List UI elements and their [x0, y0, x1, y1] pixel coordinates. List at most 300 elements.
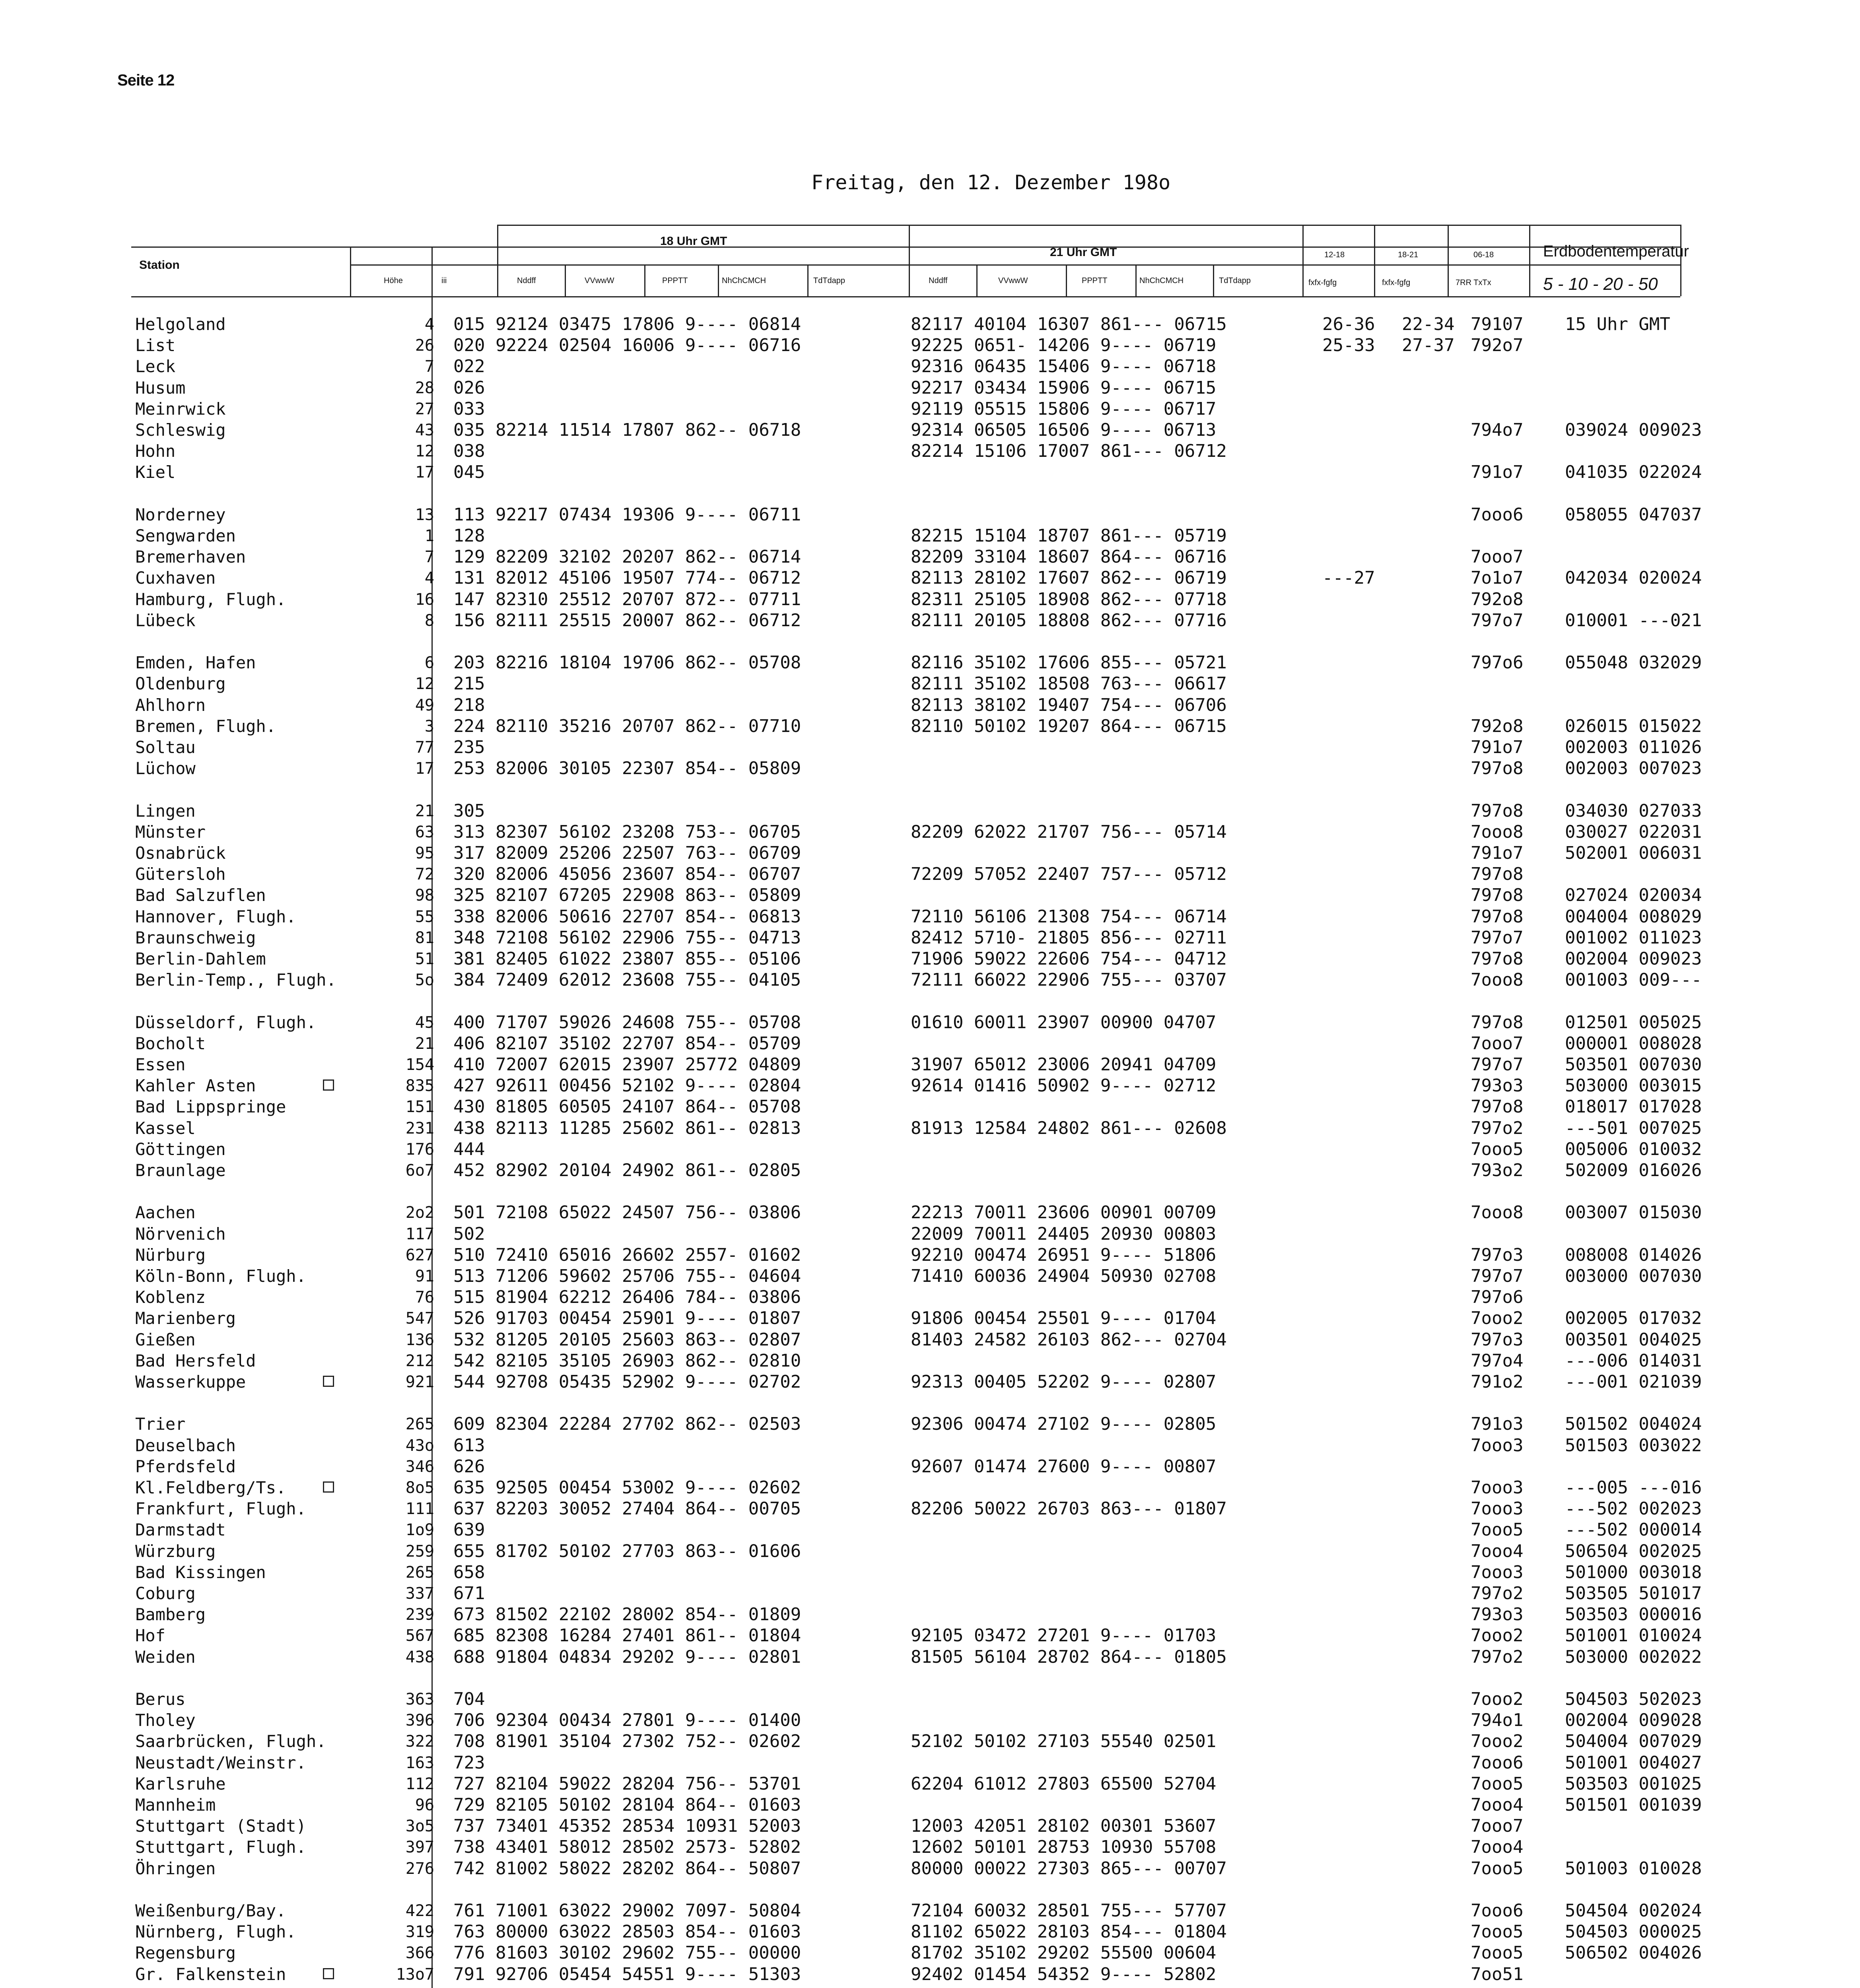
- soil-temperature: 002004 009028: [1565, 1710, 1702, 1730]
- table-row: [0, 1054, 1860, 1075]
- obs-18-uhr: 113 92217 07434 19306 9---- 06711: [453, 505, 801, 525]
- soil-temperature: ---502 002023: [1565, 1499, 1702, 1519]
- station-elevation: 8o5: [405, 1479, 434, 1497]
- station-elevation: 91: [415, 1267, 434, 1285]
- header-18-col-4: NhChCMCH: [722, 276, 766, 285]
- extremes-06-18: 7ooo5: [1471, 1774, 1524, 1794]
- extremes-06-18: 7ooo8: [1471, 970, 1524, 990]
- extremes-06-18: 7ooo4: [1471, 1541, 1524, 1561]
- obs-18-uhr: 406 82107 35102 22707 854-- 05709: [453, 1033, 801, 1054]
- station-name: Nörvenich: [135, 1224, 226, 1244]
- extremes-06-18: 791o3: [1471, 1414, 1524, 1434]
- obs-21-uhr: 92607 01474 27600 9---- 00807: [911, 1456, 1217, 1477]
- extremes-06-18: 7ooo5: [1471, 1139, 1524, 1159]
- soil-temperature: 501502 004024: [1565, 1414, 1702, 1434]
- obs-21-uhr: 31907 65012 23006 20941 04709: [911, 1054, 1217, 1075]
- table-row: [0, 1583, 1860, 1604]
- extremes-06-18: 7ooo2: [1471, 1625, 1524, 1646]
- station-elevation: 154: [405, 1056, 434, 1074]
- soil-temperature: 002003 011026: [1565, 737, 1702, 757]
- obs-18-uhr: 658: [453, 1562, 485, 1582]
- extremes-06-18: 791o7: [1471, 737, 1524, 757]
- station-name: Aachen: [135, 1203, 196, 1222]
- obs-18-uhr: 673 81502 22102 28002 854-- 01809: [453, 1604, 801, 1625]
- obs-18-uhr: 224 82110 35216 20707 862-- 07710: [453, 716, 801, 736]
- obs-21-uhr: 82311 25105 18908 862--- 07718: [911, 589, 1227, 610]
- header-station: Station: [139, 258, 180, 272]
- station-elevation: 77: [415, 738, 434, 757]
- header-sub-06-18: 7RR TxTx: [1456, 278, 1491, 287]
- obs-21-uhr: 72209 57052 22407 757--- 05712: [911, 864, 1227, 884]
- soil-temperature: 002004 009023: [1565, 949, 1702, 969]
- obs-18-uhr: 128: [453, 526, 485, 546]
- soil-temperature: 039024 009023: [1565, 420, 1702, 440]
- obs-18-uhr: 015 92124 03475 17806 9---- 06814: [453, 314, 801, 334]
- extremes-06-18: 7ooo3: [1471, 1477, 1524, 1498]
- station-elevation: 63: [415, 823, 434, 841]
- obs-21-uhr: 92306 00474 27102 9---- 02805: [911, 1414, 1217, 1434]
- station-elevation: 45: [415, 1013, 434, 1032]
- station-elevation: 1o9: [405, 1521, 434, 1539]
- station-elevation: 76: [415, 1288, 434, 1307]
- obs-18-uhr: 035 82214 11514 17807 862-- 06718: [453, 420, 801, 440]
- station-name: Lüchow: [135, 759, 196, 778]
- table-row: [0, 1731, 1860, 1752]
- header-12-18: 12-18: [1324, 250, 1345, 259]
- extremes-06-18: 7ooo6: [1471, 505, 1524, 525]
- soil-temperature: 041035 022024: [1565, 462, 1702, 482]
- extremes-06-18: 79107: [1471, 314, 1524, 334]
- station-elevation: 363: [405, 1690, 434, 1708]
- station-elevation: 17: [415, 759, 434, 778]
- extremes-06-18: 7ooo5: [1471, 1520, 1524, 1540]
- station-elevation: 7: [424, 357, 434, 376]
- station-elevation: 6o7: [405, 1161, 434, 1180]
- station-name: Kiel: [135, 462, 176, 482]
- gust-18-21: 22-34: [1402, 314, 1455, 334]
- station-name: Kassel: [135, 1118, 196, 1138]
- station-name: Tholey: [135, 1710, 196, 1730]
- table-row: [0, 1625, 1860, 1646]
- obs-21-uhr: 92402 01454 54352 9---- 52802: [911, 1964, 1217, 1984]
- table-row: [0, 1287, 1860, 1308]
- table-row: [0, 674, 1860, 694]
- soil-temperature: 501001 004027: [1565, 1753, 1702, 1773]
- obs-18-uhr: 452 82902 20104 24902 861-- 02805: [453, 1160, 801, 1180]
- station-elevation: 921: [405, 1373, 434, 1391]
- extremes-06-18: 792o7: [1471, 335, 1524, 355]
- table-row: [0, 1330, 1860, 1350]
- obs-18-uhr: 542 82105 35105 26903 862-- 02810: [453, 1351, 801, 1371]
- station-name: Bocholt: [135, 1034, 206, 1053]
- extremes-06-18: 7ooo6: [1471, 1901, 1524, 1921]
- header-18-uhr-gmt: 18 Uhr GMT: [660, 235, 727, 248]
- station-name: Soltau: [135, 738, 196, 757]
- station-elevation: 136: [405, 1331, 434, 1349]
- obs-18-uhr: 320 82006 45056 23607 854-- 06707: [453, 864, 801, 884]
- obs-21-uhr: 92313 00405 52202 9---- 02807: [911, 1372, 1217, 1392]
- soil-temperature: 501001 010024: [1565, 1625, 1702, 1646]
- station-name: Cuxhaven: [135, 568, 216, 588]
- station-name: Stuttgart, Flugh.: [135, 1837, 306, 1857]
- station-elevation: 835: [405, 1077, 434, 1095]
- station-name: Pferdsfeld: [135, 1457, 236, 1476]
- soil-temperature: 026015 015022: [1565, 716, 1702, 736]
- table-row: [0, 314, 1860, 335]
- obs-21-uhr: 81403 24582 26103 862--- 02704: [911, 1330, 1227, 1350]
- soil-temperature: 005006 010032: [1565, 1139, 1702, 1159]
- table-row: [0, 1477, 1860, 1498]
- table-row: [0, 1710, 1860, 1731]
- station-elevation: 265: [405, 1415, 434, 1433]
- extremes-06-18: 797o8: [1471, 907, 1524, 927]
- station-elevation: 27: [415, 400, 434, 418]
- station-elevation: 396: [405, 1711, 434, 1730]
- station-elevation: 43o: [405, 1437, 434, 1455]
- station-elevation: 627: [405, 1246, 434, 1264]
- station-name: Stuttgart (Stadt): [135, 1816, 306, 1836]
- station-name: Karlsruhe: [135, 1774, 226, 1794]
- extremes-06-18: 794o1: [1471, 1710, 1524, 1730]
- table-row: [0, 1351, 1860, 1371]
- station-name: Saarbrücken, Flugh.: [135, 1732, 327, 1751]
- station-elevation: 231: [405, 1119, 434, 1138]
- obs-18-uhr: 215: [453, 674, 485, 694]
- extremes-06-18: 794o7: [1471, 420, 1524, 440]
- station-elevation: 4: [424, 569, 434, 587]
- station-elevation: 322: [405, 1732, 434, 1751]
- extremes-06-18: 7ooo2: [1471, 1689, 1524, 1709]
- station-elevation: 12: [415, 675, 434, 693]
- station-elevation: 12: [415, 442, 434, 460]
- station-elevation: 8: [424, 612, 434, 630]
- obs-18-uhr: 727 82104 59022 28204 756-- 53701: [453, 1774, 801, 1794]
- obs-18-uhr: 033: [453, 399, 485, 419]
- table-row: [0, 399, 1860, 419]
- obs-18-uhr: 131 82012 45106 19507 774-- 06712: [453, 568, 801, 588]
- header-21-uhr-gmt: 21 Uhr GMT: [1050, 246, 1117, 259]
- extremes-06-18: 7ooo5: [1471, 1922, 1524, 1942]
- station-name: Bad Salzuflen: [135, 885, 266, 905]
- soil-temperature: 003000 007030: [1565, 1266, 1702, 1286]
- station-name: Emden, Hafen: [135, 653, 256, 672]
- obs-18-uhr: 685 82308 16284 27401 861-- 01804: [453, 1625, 801, 1646]
- extremes-06-18: 7ooo3: [1471, 1435, 1524, 1456]
- soil-temperature: 042034 020024: [1565, 568, 1702, 588]
- station-elevation: 397: [405, 1838, 434, 1856]
- obs-18-uhr: 384 72409 62012 23608 755-- 04105: [453, 970, 801, 990]
- obs-18-uhr: 444: [453, 1139, 485, 1159]
- table-row: [0, 1943, 1860, 1963]
- station-name: Frankfurt, Flugh.: [135, 1499, 306, 1518]
- table-row: [0, 695, 1860, 716]
- table-row: [0, 378, 1860, 398]
- soil-temperature: 012501 005025: [1565, 1012, 1702, 1033]
- obs-18-uhr: 129 82209 32102 20207 862-- 06714: [453, 547, 801, 567]
- soil-temperature: 503000 002022: [1565, 1647, 1702, 1667]
- header-21-col-3: PPPTT: [1082, 276, 1108, 285]
- obs-18-uhr: 502: [453, 1224, 485, 1244]
- obs-21-uhr: 81913 12584 24802 861--- 02608: [911, 1118, 1227, 1138]
- table-row: [0, 1922, 1860, 1942]
- station-name: Darmstadt: [135, 1520, 226, 1540]
- station-elevation: 55: [415, 908, 434, 926]
- station-elevation: 547: [405, 1309, 434, 1328]
- extremes-06-18: 797o3: [1471, 1245, 1524, 1265]
- table-row: [0, 1435, 1860, 1456]
- table-row: [0, 1118, 1860, 1139]
- station-elevation: 49: [415, 696, 434, 714]
- station-name: Lübeck: [135, 611, 196, 630]
- gust-12-18: ---27: [1322, 568, 1375, 588]
- station-name: Meinrwick: [135, 399, 226, 419]
- extremes-06-18: 7ooo5: [1471, 1943, 1524, 1963]
- extremes-06-18: 797o8: [1471, 949, 1524, 969]
- table-row: [0, 1097, 1860, 1117]
- obs-21-uhr: 92119 05515 15806 9---- 06717: [911, 399, 1217, 419]
- obs-18-uhr: 501 72108 65022 24507 756-- 03806: [453, 1202, 801, 1223]
- obs-18-uhr: 671: [453, 1583, 485, 1604]
- extremes-06-18: 797o8: [1471, 758, 1524, 779]
- obs-18-uhr: 338 82006 50616 22707 854-- 06813: [453, 907, 801, 927]
- station-elevation: 422: [405, 1902, 434, 1920]
- gust-12-18: 26-36: [1322, 314, 1375, 334]
- header-erd-depths: 5 - 10 - 20 - 50: [1543, 274, 1658, 294]
- obs-21-uhr: 72110 56106 21308 754--- 06714: [911, 907, 1227, 927]
- station-elevation: 346: [405, 1458, 434, 1476]
- extremes-06-18: 7ooo6: [1471, 1753, 1524, 1773]
- obs-21-uhr: 71410 60036 24904 50930 02708: [911, 1266, 1217, 1286]
- open-square-icon: [323, 1481, 334, 1493]
- station-name: Nürburg: [135, 1245, 206, 1265]
- table-row: [0, 1012, 1860, 1033]
- station-elevation: 319: [405, 1923, 434, 1941]
- obs-18-uhr: 738 43401 58012 28502 2573- 52802: [453, 1837, 801, 1857]
- obs-21-uhr: 82110 50102 19207 864--- 06715: [911, 716, 1227, 736]
- extremes-06-18: 797o7: [1471, 1054, 1524, 1075]
- station-name: Regensburg: [135, 1943, 236, 1963]
- obs-21-uhr: 92217 03434 15906 9---- 06715: [911, 378, 1217, 398]
- obs-18-uhr: 688 91804 04834 29202 9---- 02801: [453, 1647, 801, 1667]
- extremes-06-18: 797o2: [1471, 1647, 1524, 1667]
- obs-21-uhr: 82113 28102 17607 862--- 06719: [911, 568, 1227, 588]
- station-name: Sengwarden: [135, 526, 236, 546]
- soil-temperature: 027024 020034: [1565, 885, 1702, 905]
- station-name: Kahler Asten: [135, 1076, 256, 1095]
- station-elevation: 3: [424, 717, 434, 736]
- header-18-col-2: VVwwW: [585, 276, 614, 285]
- obs-18-uhr: 609 82304 22284 27702 862-- 02503: [453, 1414, 801, 1434]
- table-row: [0, 505, 1860, 525]
- table-row: [0, 1604, 1860, 1625]
- obs-21-uhr: 52102 50102 27103 55540 02501: [911, 1731, 1217, 1751]
- obs-18-uhr: 704: [453, 1689, 485, 1709]
- soil-temperature: 030027 022031: [1565, 822, 1702, 842]
- obs-18-uhr: 626: [453, 1456, 485, 1477]
- soil-temperature: ---005 ---016: [1565, 1477, 1702, 1498]
- station-elevation: 16: [415, 590, 434, 609]
- gust-18-21: 27-37: [1402, 335, 1455, 355]
- soil-temperature: 004004 008029: [1565, 907, 1702, 927]
- extremes-06-18: 797o2: [1471, 1118, 1524, 1138]
- table-row: [0, 864, 1860, 885]
- obs-21-uhr: 91806 00454 25501 9---- 01704: [911, 1308, 1217, 1328]
- page-number: Seite 12: [117, 72, 175, 89]
- obs-18-uhr: 218: [453, 695, 485, 715]
- table-row: [0, 1520, 1860, 1540]
- obs-18-uhr: 313 82307 56102 23208 753-- 06705: [453, 822, 801, 842]
- station-elevation: 5o: [415, 971, 434, 989]
- obs-18-uhr: 544 92708 05435 52902 9---- 02702: [453, 1372, 801, 1392]
- table-row: [0, 356, 1860, 377]
- extremes-06-18: 797o8: [1471, 885, 1524, 905]
- station-name: Münster: [135, 822, 206, 842]
- table-row: [0, 949, 1860, 969]
- soil-temperature: ---006 014031: [1565, 1351, 1702, 1371]
- obs-21-uhr: 82209 33104 18607 864--- 06716: [911, 547, 1227, 567]
- obs-21-uhr: 81702 35102 29202 55500 00604: [911, 1943, 1217, 1963]
- obs-21-uhr: 82117 40104 16307 861--- 06715: [911, 314, 1227, 334]
- soil-temperature: 504503 000025: [1565, 1922, 1702, 1942]
- soil-temperature: 002005 017032: [1565, 1308, 1702, 1328]
- station-name: Wasserkuppe: [135, 1372, 246, 1392]
- obs-21-uhr: 92316 06435 15406 9---- 06718: [911, 356, 1217, 377]
- header-hoehe: Höhe: [384, 276, 403, 285]
- obs-21-uhr: 92210 00474 26951 9---- 51806: [911, 1245, 1217, 1265]
- station-elevation: 366: [405, 1944, 434, 1962]
- station-name: Deuselbach: [135, 1436, 236, 1455]
- station-name: Weiden: [135, 1647, 196, 1667]
- soil-temperature: 501503 003022: [1565, 1435, 1702, 1456]
- extremes-06-18: 792o8: [1471, 589, 1524, 610]
- station-elevation: 1: [424, 527, 434, 545]
- obs-21-uhr: 82113 38102 19407 754--- 06706: [911, 695, 1227, 715]
- station-elevation: 259: [405, 1542, 434, 1561]
- station-name: Neustadt/Weinstr.: [135, 1753, 306, 1773]
- header-18-col-3: PPPTT: [662, 276, 688, 285]
- station-elevation: 21: [415, 802, 434, 820]
- table-row: [0, 1816, 1860, 1837]
- table-row: [0, 1689, 1860, 1710]
- obs-18-uhr: 515 81904 62212 26406 784-- 03806: [453, 1287, 801, 1307]
- soil-temperature: 018017 017028: [1565, 1097, 1702, 1117]
- obs-18-uhr: 305: [453, 801, 485, 821]
- table-row: [0, 1372, 1860, 1392]
- table-row: [0, 758, 1860, 779]
- extremes-06-18: 7ooo8: [1471, 822, 1524, 842]
- header-18-col-5: TdTdapp: [813, 276, 845, 285]
- extremes-06-18: 7ooo3: [1471, 1499, 1524, 1519]
- station-name: Bremerhaven: [135, 547, 246, 567]
- table-row: [0, 1774, 1860, 1794]
- header-21-col-2: VVwwW: [998, 276, 1028, 285]
- header-sub-12-18: fxfx-fgfg: [1308, 278, 1337, 287]
- table-row: [0, 822, 1860, 843]
- extremes-06-18: 7o1o7: [1471, 568, 1524, 588]
- obs-18-uhr: 020 92224 02504 16006 9---- 06716: [453, 335, 801, 355]
- station-name: Bad Lippspringe: [135, 1097, 286, 1116]
- soil-temperature: 010001 ---021: [1565, 610, 1702, 631]
- obs-18-uhr: 776 81603 30102 29602 755-- 00000: [453, 1943, 801, 1963]
- soil-temperature: 15 Uhr GMT: [1565, 314, 1670, 334]
- table-row: [0, 1858, 1860, 1879]
- obs-21-uhr: 22213 70011 23606 00901 00709: [911, 1202, 1217, 1223]
- table-row: [0, 1266, 1860, 1287]
- table-row: [0, 335, 1860, 356]
- obs-18-uhr: 410 72007 62015 23907 25772 04809: [453, 1054, 801, 1075]
- station-name: Gütersloh: [135, 864, 226, 884]
- extremes-06-18: 793o3: [1471, 1076, 1524, 1096]
- extremes-06-18: 7ooo3: [1471, 1562, 1524, 1582]
- obs-18-uhr: 532 81205 20105 25603 863-- 02807: [453, 1330, 801, 1350]
- station-elevation: 26: [415, 336, 434, 355]
- soil-temperature: 503000 003015: [1565, 1076, 1702, 1096]
- obs-18-uhr: 723: [453, 1753, 485, 1773]
- station-elevation: 117: [405, 1225, 434, 1243]
- table-row: [0, 1202, 1860, 1223]
- extremes-06-18: 7ooo4: [1471, 1837, 1524, 1857]
- table-row: [0, 1033, 1860, 1054]
- station-name: Öhringen: [135, 1859, 216, 1878]
- obs-18-uhr: 022: [453, 356, 485, 377]
- extremes-06-18: 7oo51: [1471, 1964, 1524, 1984]
- station-elevation: 4: [424, 315, 434, 334]
- soil-temperature: 055048 032029: [1565, 652, 1702, 673]
- table-row: [0, 716, 1860, 737]
- station-name: Düsseldorf, Flugh.: [135, 1013, 317, 1032]
- obs-18-uhr: 737 73401 45352 28534 10931 52003: [453, 1816, 801, 1836]
- station-elevation: 163: [405, 1754, 434, 1772]
- table-row: [0, 610, 1860, 631]
- station-elevation: 95: [415, 844, 434, 862]
- station-name: Berlin-Dahlem: [135, 949, 266, 969]
- obs-18-uhr: 729 82105 50102 28104 864-- 01603: [453, 1795, 801, 1815]
- obs-18-uhr: 637 82203 30052 27404 864-- 00705: [453, 1499, 801, 1519]
- obs-21-uhr: 82116 35102 17606 855--- 05721: [911, 652, 1227, 673]
- soil-temperature: ---001 021039: [1565, 1372, 1702, 1392]
- soil-temperature: 502001 006031: [1565, 843, 1702, 863]
- station-elevation: 2o2: [405, 1204, 434, 1222]
- station-elevation: 6: [424, 654, 434, 672]
- table-row: [0, 1308, 1860, 1329]
- station-elevation: 21: [415, 1035, 434, 1053]
- station-elevation: 28: [415, 379, 434, 397]
- station-name: Hannover, Flugh.: [135, 907, 296, 926]
- obs-18-uhr: 510 72410 65016 26602 2557- 01602: [453, 1245, 801, 1265]
- soil-temperature: 503503 001025: [1565, 1774, 1702, 1794]
- station-name: Göttingen: [135, 1140, 226, 1159]
- table-row: [0, 1139, 1860, 1160]
- table-row: [0, 1224, 1860, 1244]
- table-row: [0, 526, 1860, 546]
- station-name: Bamberg: [135, 1605, 206, 1624]
- station-name: Trier: [135, 1414, 186, 1434]
- station-name: Berlin-Temp., Flugh.: [135, 970, 336, 990]
- extremes-06-18: 797o7: [1471, 1266, 1524, 1286]
- extremes-06-18: 797o8: [1471, 1012, 1524, 1033]
- obs-21-uhr: 92105 03472 27201 9---- 01703: [911, 1625, 1217, 1646]
- table-row: [0, 568, 1860, 588]
- station-elevation: 7: [424, 548, 434, 566]
- soil-temperature: 001003 009---: [1565, 970, 1702, 990]
- soil-temperature: ---502 000014: [1565, 1520, 1702, 1540]
- station-name: Norderney: [135, 505, 226, 524]
- obs-18-uhr: 427 92611 00456 52102 9---- 02804: [453, 1076, 801, 1096]
- extremes-06-18: 7ooo7: [1471, 1033, 1524, 1054]
- soil-temperature: 504504 002024: [1565, 1901, 1702, 1921]
- header-iii: iii: [441, 276, 447, 285]
- extremes-06-18: 793o2: [1471, 1160, 1524, 1180]
